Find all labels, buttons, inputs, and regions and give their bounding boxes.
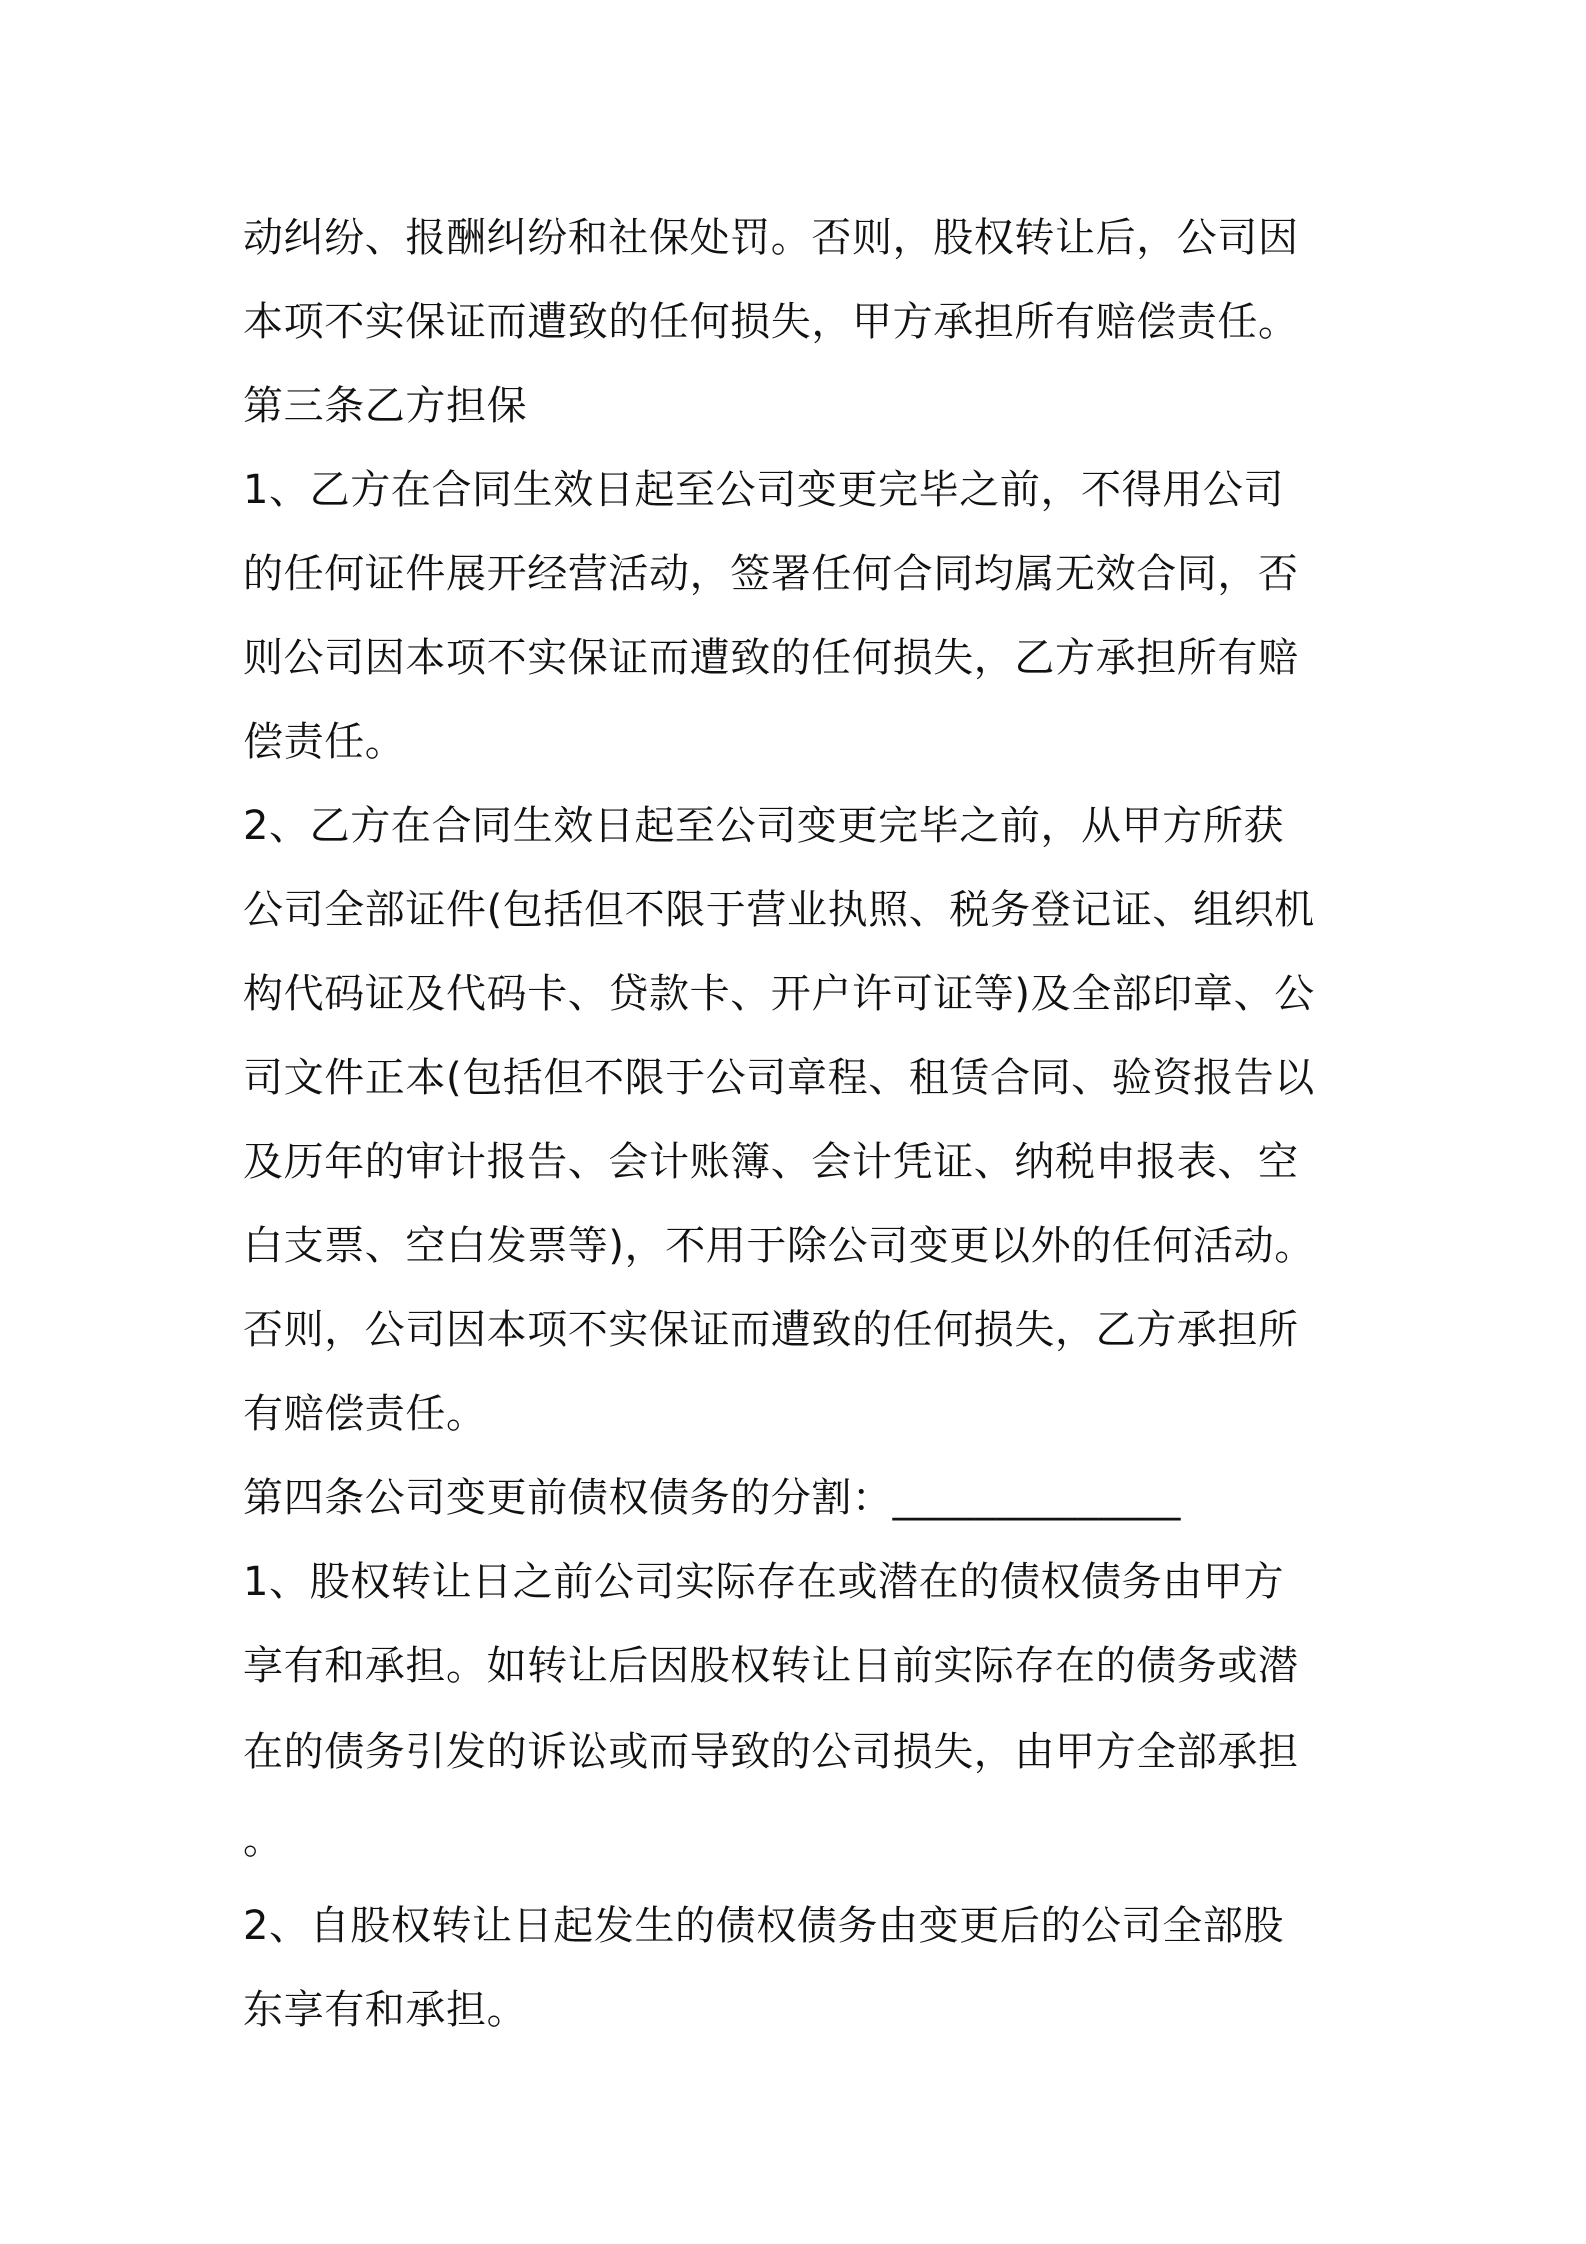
text-line: 则公司因本项不实保证而遭致的任何损失，乙方承担所有赔 (243, 635, 1299, 681)
text-line: 否则，公司因本项不实保证而遭致的任何损失，乙方承担所 (243, 1307, 1299, 1353)
document-body (243, 196, 1353, 2052)
text-line: 有赔偿责任。 (243, 1391, 487, 1437)
text-line: 东享有和承担。 (243, 1987, 528, 2033)
text-line: 2、自股权转让日起发生的债权债务由变更后的公司全部股 (243, 1903, 1285, 1949)
text-line: 的任何证件展开经营活动，签署任何合同均属无效合同，否 (243, 551, 1299, 597)
text-line: 1、股权转让日之前公司实际存在或潜在的债权债务由甲方 (243, 1559, 1285, 1605)
text-line: 构代码证及代码卡、贷款卡、开户许可证等)及全部印章、公 (243, 971, 1315, 1017)
text-line: 2、乙方在合同生效日起至公司变更完毕之前，从甲方所获 (243, 803, 1285, 849)
text-line: 及历年的审计报告、会计账簿、会计凭证、纳税申报表、空 (243, 1139, 1299, 1185)
text-line: 享有和承担。如转让后因股权转让日前实际存在的债务或潜 (243, 1643, 1299, 1689)
text-line: 白支票、空白发票等)，不用于除公司变更以外的任何活动。 (243, 1223, 1315, 1269)
article-heading: 第三条乙方担保 (243, 383, 528, 429)
text-line: 司文件正本(包括但不限于公司章程、租赁合同、验资报告以 (243, 1055, 1315, 1101)
text-line: 1、乙方在合同生效日起至公司变更完毕之前，不得用公司 (243, 467, 1285, 513)
text-line: 在的债务引发的诉讼或而导致的公司损失，由甲方全部承担 (243, 1729, 1299, 1775)
article-heading: 第四条公司变更前债权债务的分割：______________ (243, 1475, 1181, 1521)
text-line: 公司全部证件(包括但不限于营业执照、税务登记证、组织机 (243, 887, 1315, 933)
text-line: 。 (243, 1817, 284, 1863)
text-line: 本项不实保证而遭致的任何损失，甲方承担所有赔偿责任。 (243, 299, 1299, 345)
text-line: 动纠纷、报酬纠纷和社保处罚。否则，股权转让后，公司因 (243, 215, 1299, 261)
text-line: 偿责任。 (243, 719, 406, 765)
